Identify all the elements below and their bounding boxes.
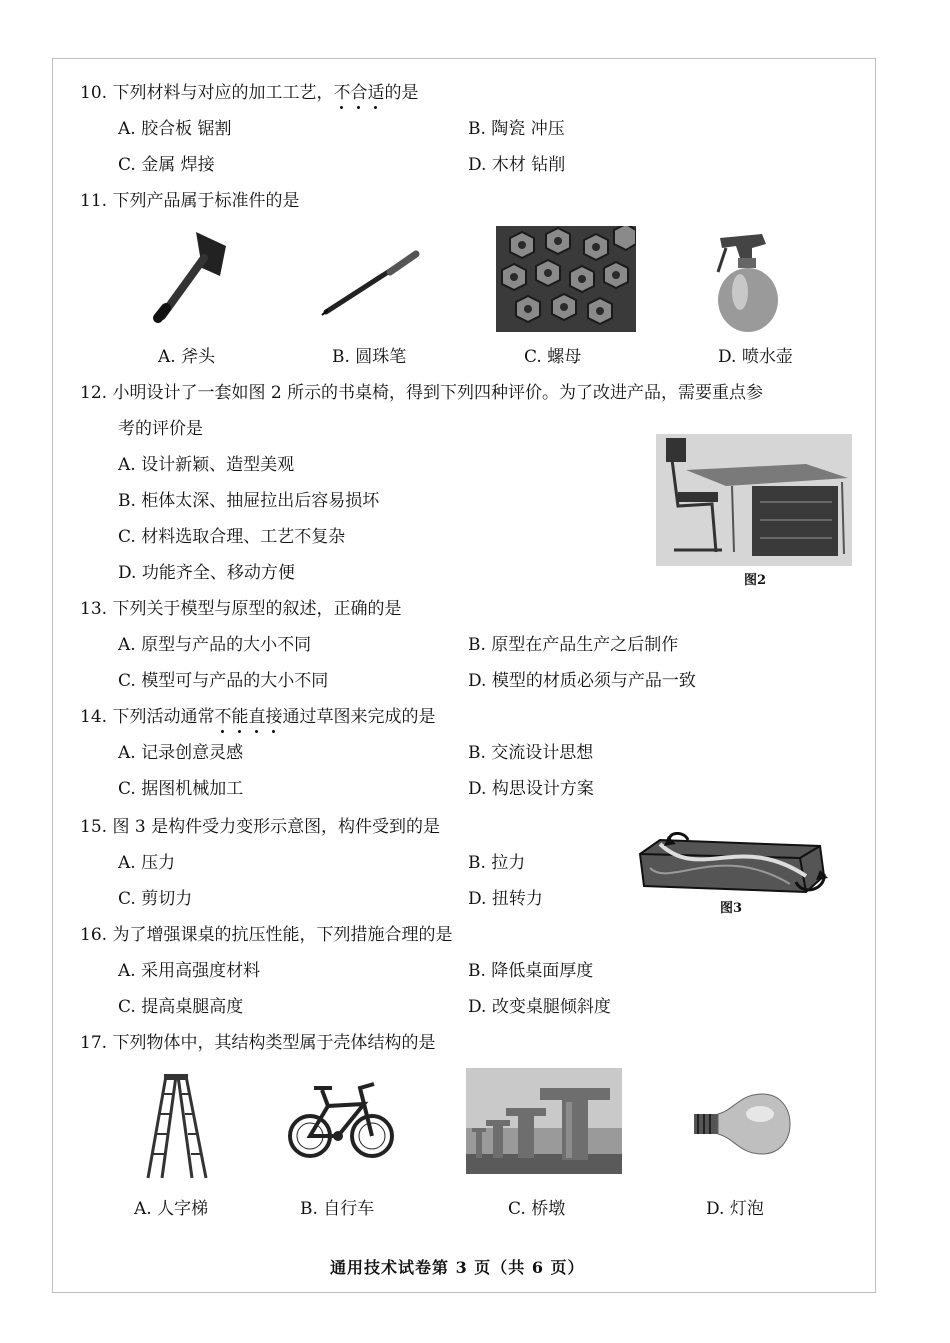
question-12-option-a[interactable]: A. 设计新颖、造型美观 <box>118 455 295 475</box>
question-11-option-a[interactable]: A. 斧头 <box>158 347 216 367</box>
question-17-option-c[interactable]: C. 桥墩 <box>508 1199 566 1219</box>
question-10-option-b[interactable]: B. 陶瓷 冲压 <box>468 119 565 139</box>
bicycle-image <box>288 1078 394 1160</box>
question-14-emphasis: 不能直接 <box>214 707 282 727</box>
question-10-option-d[interactable]: D. 木材 钻削 <box>468 155 566 175</box>
page-footer: 通用技术试卷第 3 页（共 6 页） <box>330 1258 585 1277</box>
question-17-option-b[interactable]: B. 自行车 <box>300 1199 375 1219</box>
question-17-option-a[interactable]: A. 人字梯 <box>134 1199 209 1219</box>
question-15-option-d[interactable]: D. 扭转力 <box>468 889 543 909</box>
question-12-option-b[interactable]: B. 柜体太深、抽屉拉出后容易损坏 <box>118 491 380 511</box>
question-16-option-b[interactable]: B. 降低桌面厚度 <box>468 961 594 981</box>
question-15-option-a[interactable]: A. 压力 <box>118 853 176 873</box>
light-bulb-image <box>690 1092 792 1156</box>
question-10-stem <box>80 82 418 104</box>
question-16-stem: 16. 为了增强课桌的抗压性能，下列措施合理的是 <box>80 925 453 945</box>
nuts-image <box>496 226 636 332</box>
axe-image <box>148 228 236 324</box>
question-16-option-a[interactable]: A. 采用高强度材料 <box>118 961 261 981</box>
question-10-emphasis: 不合适 <box>333 83 384 103</box>
question-15-option-c[interactable]: C. 剪切力 <box>118 889 193 909</box>
question-10-option-c[interactable]: C. 金属 焊接 <box>118 155 215 175</box>
question-13-option-d[interactable]: D. 模型的材质必须与产品一致 <box>468 671 696 691</box>
question-16-option-c[interactable]: C. 提高桌腿高度 <box>118 997 244 1017</box>
question-13-option-c[interactable]: C. 模型可与产品的大小不同 <box>118 671 329 691</box>
question-14-option-a[interactable]: A. 记录创意灵感 <box>118 743 244 763</box>
question-11-option-c[interactable]: C. 螺母 <box>524 347 582 367</box>
question-12-stem-line2: 考的评价是 <box>118 419 203 439</box>
question-14-option-b[interactable]: B. 交流设计思想 <box>468 743 594 763</box>
question-11-stem: 11. 下列产品属于标准件的是 <box>80 191 300 211</box>
question-13-option-a[interactable]: A. 原型与产品的大小不同 <box>118 635 312 655</box>
question-17-stem: 17. 下列物体中，其结构类型属于壳体结构的是 <box>80 1033 436 1053</box>
question-11-option-d[interactable]: D. 喷水壶 <box>718 347 793 367</box>
question-17-option-d[interactable]: D. 灯泡 <box>706 1199 764 1219</box>
question-14-stem-post: 通过草图来完成的是 <box>282 707 436 727</box>
question-14-option-c[interactable]: C. 据图机械加工 <box>118 779 244 799</box>
question-13-option-b[interactable]: B. 原型在产品生产之后制作 <box>468 635 679 655</box>
question-12-option-d[interactable]: D. 功能齐全、移动方便 <box>118 563 295 583</box>
question-10-stem-pre: 10. 下列材料与对应的加工工艺， <box>80 83 334 103</box>
question-12-option-c[interactable]: C. 材料选取合理、工艺不复杂 <box>118 527 346 547</box>
figure-3-caption: 图3 <box>720 901 743 916</box>
step-ladder-image <box>140 1074 210 1180</box>
question-14-option-d[interactable]: D. 构思设计方案 <box>468 779 594 799</box>
spray-bottle-image <box>712 228 796 332</box>
question-12-stem-line1: 12. 小明设计了一套如图 2 所示的书桌椅，得到下列四种评价。为了改进产品，需要重点参 <box>80 383 764 403</box>
torsion-member-diagram <box>630 832 830 902</box>
desk-chair-image <box>656 434 852 566</box>
ballpoint-pen-image <box>318 248 422 318</box>
figure-2-caption: 图2 <box>744 573 767 588</box>
question-15-stem: 15. 图 3 是构件受力变形示意图，构件受到的是 <box>80 817 441 837</box>
question-13-stem: 13. 下列关于模型与原型的叙述，正确的是 <box>80 599 402 619</box>
question-10-stem-post: 的是 <box>384 83 419 103</box>
question-15-option-b[interactable]: B. 拉力 <box>468 853 526 873</box>
question-16-option-d[interactable]: D. 改变桌腿倾斜度 <box>468 997 611 1017</box>
question-14-stem-pre: 14. 下列活动通常 <box>80 707 215 727</box>
question-14-stem <box>80 706 435 728</box>
question-11-option-b[interactable]: B. 圆珠笔 <box>332 347 407 367</box>
question-10-option-a[interactable]: A. 胶合板 锯割 <box>118 119 232 139</box>
bridge-pier-image <box>466 1068 622 1174</box>
